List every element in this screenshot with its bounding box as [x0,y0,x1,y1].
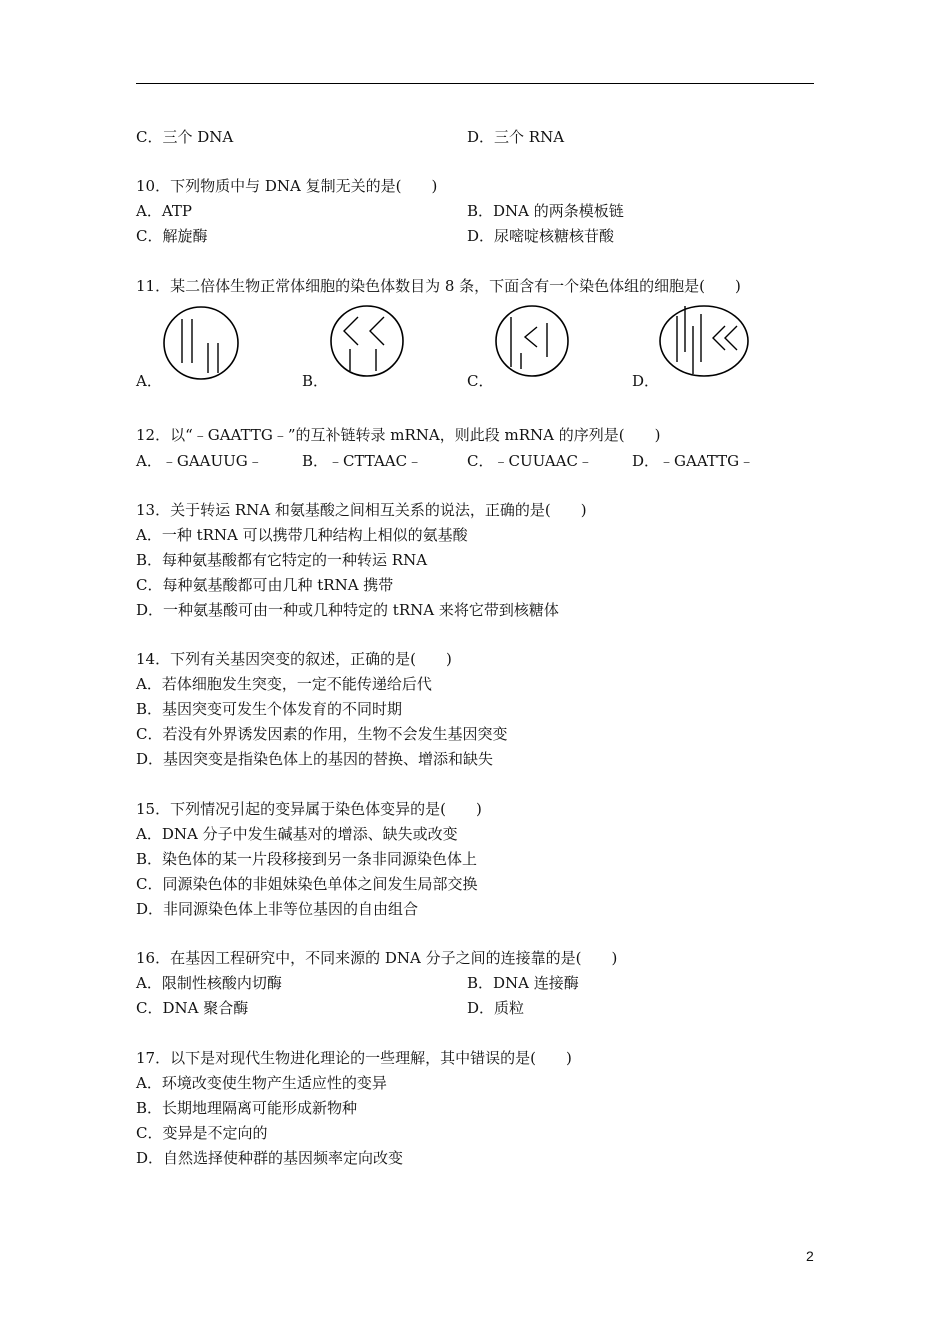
q10-stem: 10．下列物质中与 DNA 复制无关的是( ) [136,177,438,195]
q11-cell-diagram-b [326,305,408,385]
q13-option-c[interactable]: C．每种氨基酸都可由几种 tRNA 携带 [136,576,394,594]
q15-option-d[interactable]: D．非同源染色体上非等位基因的自由组合 [136,900,419,918]
q11-option-b[interactable]: B． [302,372,329,390]
q11-option-d[interactable]: D． [632,372,660,390]
header-rule [136,83,814,84]
q9-option-d[interactable]: D．三个 RNA [467,128,565,146]
q14-option-b[interactable]: B．基因突变可发生个体发育的不同时期 [136,700,403,718]
q10-option-b[interactable]: B．DNA 的两条模板链 [467,202,624,220]
q14-option-d[interactable]: D．基因突变是指染色体上的基因的替换、增添和缺失 [136,750,494,768]
q17-option-c[interactable]: C．变异是不定向的 [136,1124,268,1142]
q14-stem: 14．下列有关基因突变的叙述，正确的是( ) [136,650,452,668]
q13-stem: 13．关于转运 RNA 和氨基酸之间相互关系的说法，正确的是( ) [136,501,587,519]
q12-option-a[interactable]: A．﹣GAAUUG﹣ [136,452,263,470]
q17-option-a[interactable]: A．环境改变使生物产生适应性的变异 [136,1074,387,1092]
q12-option-d[interactable]: D．﹣GAATTG﹣ [632,452,755,470]
q13-option-b[interactable]: B．每种氨基酸都有它特定的一种转运 RNA [136,551,428,569]
q9-option-c[interactable]: C．三个 DNA [136,128,234,146]
q10-option-c[interactable]: C．解旋酶 [136,227,208,245]
q17-stem: 17．以下是对现代生物进化理论的一些理解，其中错误的是( ) [136,1049,572,1067]
q13-option-a[interactable]: A．一种 tRNA 可以携带几种结构上相似的氨基酸 [136,526,468,544]
q12-option-c[interactable]: C．﹣CUUAAC﹣ [467,452,593,470]
q15-option-b[interactable]: B．染色体的某一片段移接到另一条非同源染色体上 [136,850,478,868]
q14-option-c[interactable]: C．若没有外界诱发因素的作用，生物不会发生基因突变 [136,725,508,743]
q15-option-c[interactable]: C．同源染色体的非姐妹染色单体之间发生局部交换 [136,875,478,893]
q11-option-c[interactable]: C． [467,372,494,390]
q13-option-d[interactable]: D．一种氨基酸可由一种或几种特定的 tRNA 来将它带到核糖体 [136,601,559,619]
q10-option-d[interactable]: D．尿嘧啶核糖核苷酸 [467,227,615,245]
page-number: 2 [806,1248,814,1264]
q10-option-a[interactable]: A．ATP [136,202,192,220]
q16-stem: 16．在基因工程研究中，不同来源的 DNA 分子之间的连接靠的是( ) [136,949,618,967]
q16-option-b[interactable]: B．DNA 连接酶 [467,974,579,992]
q11-cell-diagram-d [655,302,753,384]
q11-cell-diagram-a [160,305,242,385]
q11-option-a[interactable]: A． [136,372,162,390]
q12-option-b[interactable]: B．﹣CTTAAC﹣ [302,452,423,470]
q17-option-b[interactable]: B．长期地理隔离可能形成新物种 [136,1099,358,1117]
q16-option-c[interactable]: C．DNA 聚合酶 [136,999,249,1017]
q17-option-d[interactable]: D．自然选择使种群的基因频率定向改变 [136,1149,404,1167]
q16-option-d[interactable]: D．质粒 [467,999,525,1017]
q11-stem: 11．某二倍体生物正常体细胞的染色体数目为 8 条，下面含有一个染色体组的细胞是( ) [136,277,741,295]
q12-stem: 12．以“﹣GAATTG﹣”的互补链转录 mRNA，则此段 mRNA 的序列是( ) [136,426,661,444]
q15-option-a[interactable]: A．DNA 分子中发生碱基对的增添、缺失或改变 [136,825,458,843]
q14-option-a[interactable]: A．若体细胞发生突变，一定不能传递给后代 [136,675,432,693]
q11-cell-diagram-c [491,305,573,385]
q16-option-a[interactable]: A．限制性核酸内切酶 [136,974,282,992]
q15-stem: 15．下列情况引起的变异属于染色体变异的是( ) [136,800,482,818]
